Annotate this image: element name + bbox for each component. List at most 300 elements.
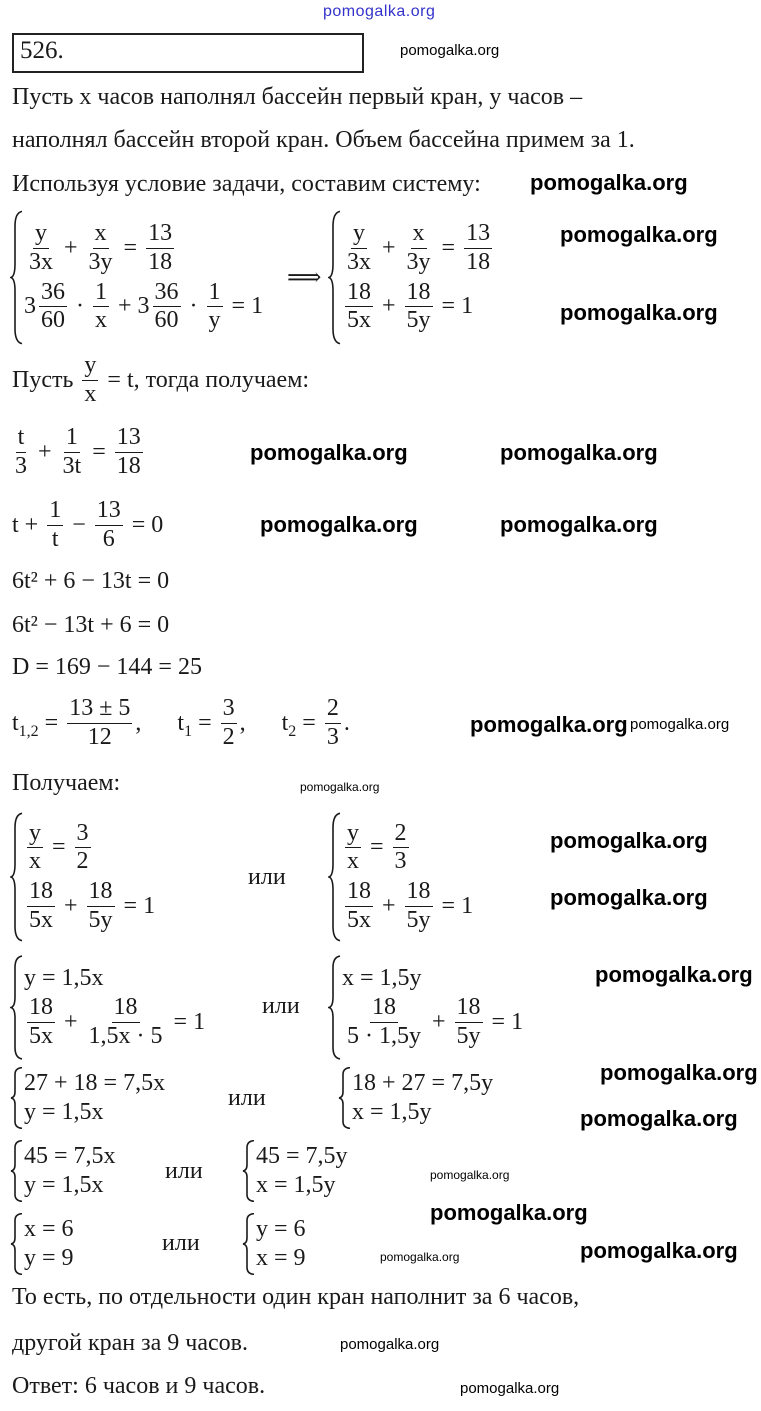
math-text: = t, тогда получаем:: [101, 366, 310, 393]
watermark: pomogalka.org: [630, 716, 730, 733]
fraction-numerator: [93, 279, 109, 308]
equation-system: [10, 1140, 116, 1202]
system-lines: [24, 812, 155, 942]
equation-system: [328, 955, 523, 1060]
math-fraction: [93, 279, 109, 335]
system-line: [342, 820, 473, 876]
brace-icon: [10, 955, 24, 1060]
system-lines: [256, 1140, 348, 1202]
numerator-text: 18: [406, 878, 431, 904]
brace-icon: [328, 812, 342, 942]
numerator-text: y: [347, 819, 359, 846]
fraction-denominator: [221, 724, 237, 752]
system-line: [24, 1143, 116, 1170]
fraction-numerator: [345, 878, 373, 907]
math-text: =: [38, 709, 65, 736]
denominator-text: 12: [87, 723, 112, 750]
denominator-text: 60: [41, 307, 65, 334]
fraction-numerator: [325, 695, 341, 724]
fraction-numerator: [93, 220, 109, 249]
math-text: +: [58, 234, 84, 261]
denominator-text: 18: [148, 248, 173, 275]
math-text: +: [58, 892, 84, 919]
fraction-numerator: [351, 220, 367, 249]
system-line: [24, 1216, 74, 1243]
system-line: [352, 1070, 493, 1097]
math-text: 3: [24, 293, 36, 320]
fraction-numerator: [33, 220, 49, 249]
numerator-text: 13: [148, 220, 173, 247]
fraction-numerator: [146, 220, 174, 249]
system-lines: [352, 1067, 493, 1129]
math-text: =: [86, 438, 112, 465]
equation-system: [328, 210, 495, 345]
denominator-text: t: [51, 525, 59, 552]
numerator-text: 13: [96, 497, 121, 523]
equation-system: [328, 812, 473, 942]
math-text: или: [248, 864, 286, 890]
system-line: [256, 1216, 306, 1243]
math-text: То есть, по отдельности один кран наполнит за 6 часов,: [12, 1284, 580, 1310]
numerator-text: 1: [49, 497, 62, 523]
denominator-text: 5x: [29, 1022, 53, 1049]
math-text: Получаем:: [12, 770, 121, 796]
system-line: [342, 994, 523, 1050]
math-text: Используя условие задачи, составим систему:: [12, 171, 481, 197]
math-text: x = 1,5y: [256, 1172, 336, 1198]
denominator-text: 3y: [406, 248, 431, 275]
denominator-text: 5y: [456, 1022, 481, 1049]
math-text: или: [262, 993, 300, 1019]
fraction-numerator: [64, 424, 80, 453]
equation-t-1: [10, 424, 146, 480]
fraction-denominator: [115, 453, 143, 481]
fraction-numerator: [87, 878, 115, 907]
fraction-denominator: [455, 1023, 483, 1051]
system-solution-a: [10, 1213, 74, 1275]
denominator-text: 5y: [406, 307, 431, 334]
system-line: [352, 1099, 493, 1126]
result-label: [12, 770, 120, 797]
system-case-2b: [328, 955, 523, 1060]
system-line: [342, 279, 495, 335]
math-fraction: [13, 424, 29, 480]
fraction-denominator: [393, 848, 409, 876]
denominator-text: 18: [116, 452, 141, 479]
watermark: pomogalka.org: [470, 712, 628, 737]
numerator-text: y: [84, 352, 97, 378]
fraction-numerator: [345, 820, 361, 849]
paragraph-intro-1: [12, 84, 582, 111]
fraction-denominator: [345, 249, 373, 277]
system-initial: [10, 210, 263, 345]
math-fraction: [345, 820, 361, 876]
fraction-denominator: [345, 1023, 423, 1051]
numerator-text: 18: [29, 993, 53, 1020]
fraction-numerator: [95, 497, 123, 526]
math-text: x = 1,5y: [342, 964, 422, 991]
brace-icon: [10, 1067, 24, 1129]
math-text: y = 1,5x: [24, 964, 104, 991]
math-fraction: [82, 352, 98, 408]
numerator-text: 1: [208, 278, 221, 305]
system-case-1a: [10, 812, 155, 942]
math-text: +: [32, 438, 58, 465]
watermark: pomogalka.org: [300, 780, 380, 794]
fraction-numerator: [221, 695, 237, 724]
variable: t: [12, 709, 19, 736]
fraction-numerator: [27, 820, 43, 849]
fraction-denominator: [87, 1023, 165, 1051]
brace-icon: [10, 210, 24, 345]
system-line: [24, 279, 263, 335]
numerator-text: 3: [76, 819, 89, 846]
math-fraction: [27, 878, 55, 934]
math-fraction: [455, 994, 483, 1050]
system-lines: [342, 955, 523, 1060]
problem-number: 526.: [20, 37, 64, 64]
system-lines: [24, 1067, 165, 1129]
math-text: y = 6: [256, 1216, 306, 1242]
implies-arrow: [287, 263, 321, 292]
fraction-denominator: [345, 907, 373, 935]
variable: t: [177, 709, 185, 736]
numerator-text: y: [35, 220, 47, 247]
or-label: [262, 993, 300, 1020]
or-label: [248, 864, 286, 891]
math-text: ·: [70, 293, 90, 320]
system-line: [24, 994, 205, 1050]
system-simplified: [328, 210, 495, 345]
numerator-text: x: [94, 220, 107, 247]
math-fraction: [87, 878, 115, 934]
numerator-text: 36: [154, 278, 179, 305]
denominator-text: 2: [222, 723, 235, 750]
subscript: 1,2: [18, 722, 39, 740]
system-lines: [256, 1213, 306, 1275]
equation-system: [10, 1213, 74, 1275]
brace-icon: [338, 1067, 352, 1129]
equation-system: [242, 1140, 348, 1202]
watermark: pomogalka.org: [430, 1168, 510, 1182]
brace-icon: [10, 1213, 24, 1275]
substitution-line: [12, 352, 309, 408]
equation-t-3: [12, 568, 169, 595]
math-fraction: [39, 279, 67, 335]
denominator-text: 3: [15, 452, 27, 479]
numerator-text: 18: [372, 993, 396, 1020]
math-text: другой кран за 9 часов.: [12, 1330, 248, 1356]
numerator-text: 1: [95, 278, 107, 305]
math-fraction: [405, 220, 433, 276]
system-line: [24, 965, 205, 992]
denominator-text: 60: [154, 307, 179, 334]
fraction-denominator: [87, 907, 115, 935]
watermark: pomogalka.org: [460, 1380, 560, 1397]
math-text: +: [426, 1008, 452, 1035]
math-fraction: [207, 279, 223, 335]
system-line: [256, 1143, 348, 1170]
math-text: y = 1,5x: [24, 1099, 104, 1125]
math-text: 18 + 27 = 7,5y: [352, 1070, 494, 1096]
system-line: [342, 965, 523, 992]
numerator-text: 2: [394, 819, 407, 846]
math-text: или: [165, 1158, 203, 1184]
fraction-denominator: [464, 249, 492, 277]
fraction-denominator: [13, 453, 29, 481]
math-text: =: [296, 709, 322, 736]
watermark: pomogalka.org: [380, 1250, 460, 1264]
fraction-denominator: [50, 526, 61, 554]
fraction-numerator: [112, 994, 140, 1023]
answer: [12, 1373, 265, 1400]
system-lines: [24, 955, 205, 1060]
watermark: pomogalka.org: [560, 300, 718, 325]
roots-line: [12, 695, 350, 751]
math-text: =: [192, 709, 218, 736]
fraction-denominator: [27, 249, 55, 277]
math-fraction: [464, 220, 492, 276]
paragraph-intro-3: [12, 171, 481, 198]
fraction-denominator: [61, 453, 84, 481]
system-case-3a: [10, 1067, 165, 1129]
math-text: .: [343, 709, 350, 736]
system-solution-b: [242, 1213, 306, 1275]
denominator-text: 5y: [406, 906, 431, 933]
math-fraction: [153, 279, 181, 335]
denominator-text: 1,5x · 5: [88, 1022, 163, 1049]
denominator-text: 3x: [29, 248, 53, 275]
math-fraction: [75, 820, 91, 876]
system-case-2a: [10, 955, 205, 1060]
denominator-text: 2: [76, 848, 89, 875]
fraction-denominator: [101, 526, 117, 554]
system-lines: [342, 812, 473, 942]
numerator-text: 36: [41, 278, 65, 305]
paragraph-intro-2: [12, 127, 635, 154]
denominator-text: x: [29, 848, 41, 875]
conclusion-1: [12, 1284, 579, 1311]
math-text: +: [376, 234, 402, 261]
math-text: ⟹: [287, 265, 322, 291]
math-text: ,: [135, 709, 178, 736]
fraction-denominator: [345, 848, 361, 876]
fraction-denominator: [27, 1023, 55, 1051]
math-fraction: [87, 220, 115, 276]
math-text: =: [364, 834, 390, 861]
fraction-numerator: [411, 220, 427, 249]
equation-t-4: [12, 612, 169, 639]
denominator-text: x: [84, 380, 97, 407]
denominator-text: 5x: [347, 906, 371, 933]
fraction-numerator: [393, 820, 409, 849]
watermark-top: pomogalka.org: [323, 3, 436, 20]
denominator-text: 3t: [62, 452, 82, 479]
denominator-text: 3y: [88, 248, 113, 275]
system-line: [24, 1172, 116, 1199]
discriminant: [12, 654, 202, 681]
denominator-text: 5x: [347, 307, 371, 334]
math-fraction: [115, 424, 143, 480]
numerator-text: 1: [65, 424, 78, 450]
numerator-text: 18: [113, 993, 138, 1020]
math-text: x = 1,5y: [352, 1099, 432, 1125]
system-line: [24, 220, 263, 276]
system-case-4b: [242, 1140, 348, 1202]
math-text: +: [376, 293, 402, 320]
system-lines: [24, 1213, 74, 1275]
fraction-numerator: [405, 279, 433, 308]
problem-number-box: [12, 33, 364, 73]
numerator-text: 18: [347, 278, 371, 305]
math-text: 45 = 7,5y: [256, 1143, 348, 1169]
brace-icon: [328, 210, 342, 345]
numerator-text: 18: [88, 878, 113, 904]
math-text: или: [228, 1085, 266, 1111]
denominator-text: 5y: [88, 906, 113, 933]
system-case-1b: [328, 812, 473, 942]
system-case-4a: [10, 1140, 116, 1202]
subscript: 2: [288, 722, 297, 740]
math-fraction: [345, 994, 423, 1050]
denominator-text: x: [95, 307, 107, 334]
math-fraction: [345, 220, 373, 276]
watermark: pomogalka.org: [250, 440, 408, 465]
math-fraction: [345, 279, 373, 335]
math-text: Ответ: 6 часов и 9 часов.: [12, 1373, 266, 1399]
denominator-text: 5x: [29, 906, 53, 933]
math-fraction: [95, 497, 123, 553]
fraction-numerator: [115, 424, 143, 453]
fraction-denominator: [93, 307, 109, 335]
fraction-numerator: [16, 424, 27, 453]
system-lines: [24, 210, 263, 345]
math-fraction: [325, 695, 341, 751]
math-text: =: [46, 834, 72, 861]
math-text: ,: [239, 709, 282, 736]
watermark: pomogalka.org: [340, 1336, 440, 1353]
numerator-text: x: [412, 220, 425, 247]
math-fraction: [27, 994, 55, 1050]
math-text: =: [117, 234, 144, 261]
subscripted-variable: [12, 709, 39, 740]
system-line: [256, 1245, 306, 1272]
denominator-text: 6: [102, 525, 115, 552]
fraction-denominator: [207, 307, 223, 335]
system-lines: [24, 1140, 116, 1202]
fraction-denominator: [39, 307, 67, 335]
fraction-numerator: [153, 279, 181, 308]
watermark: pomogalka.org: [260, 512, 418, 537]
fraction-numerator: [27, 878, 55, 907]
fraction-denominator: [27, 907, 55, 935]
math-text: или: [162, 1230, 200, 1256]
subscripted-variable: [281, 709, 297, 740]
system-line: [24, 1099, 165, 1126]
numerator-text: y: [353, 220, 365, 247]
fraction-numerator: [39, 279, 67, 308]
denominator-text: y: [208, 307, 221, 334]
system-line: [24, 1070, 165, 1097]
system-line: [342, 878, 473, 934]
math-text: y = 1,5x: [24, 1172, 104, 1198]
numerator-text: 18: [456, 993, 481, 1020]
watermark: pomogalka.org: [550, 885, 708, 910]
denominator-text: 3: [394, 848, 407, 875]
watermark: pomogalka.org: [595, 962, 753, 987]
numerator-text: 13: [116, 424, 141, 450]
fraction-numerator: [405, 878, 433, 907]
math-fraction: [27, 820, 43, 876]
fraction-denominator: [325, 724, 341, 752]
system-line: [24, 1245, 74, 1272]
watermark: pomogalka.org: [580, 1106, 738, 1131]
brace-icon: [328, 955, 342, 1060]
fraction-denominator: [405, 307, 433, 335]
fraction-numerator: [207, 279, 223, 308]
system-line: [24, 820, 155, 876]
math-fraction: [405, 878, 433, 934]
equation-system: [10, 955, 205, 1060]
fraction-denominator: [27, 848, 43, 876]
watermark: pomogalka.org: [530, 170, 688, 195]
brace-icon: [10, 1140, 24, 1202]
math-fraction: [221, 695, 237, 751]
watermark: pomogalka.org: [430, 1200, 588, 1225]
system-lines: [342, 210, 495, 345]
fraction-denominator: [75, 848, 91, 876]
math-text: y = 9: [24, 1245, 74, 1271]
system-case-3b: [338, 1067, 493, 1129]
brace-icon: [10, 812, 24, 942]
denominator-text: 3x: [347, 248, 371, 275]
or-label: [228, 1085, 266, 1112]
fraction-numerator: [27, 994, 55, 1023]
math-text: = 1: [485, 1008, 524, 1035]
denominator-text: 5 · 1,5y: [347, 1022, 421, 1049]
numerator-text: 13 ± 5: [69, 695, 131, 721]
numerator-text: 18: [29, 878, 53, 904]
fraction-numerator: [82, 352, 98, 381]
brace-icon: [242, 1140, 256, 1202]
subscript: 1: [184, 722, 193, 740]
variable: t: [281, 709, 289, 736]
math-fraction: [67, 695, 132, 751]
math-text: −: [66, 511, 92, 538]
math-text: = 1: [225, 293, 264, 320]
math-text: x = 9: [256, 1245, 306, 1271]
math-fraction: [47, 497, 63, 553]
math-text: = 1: [167, 1008, 206, 1035]
fraction-numerator: [370, 994, 398, 1023]
watermark: pomogalka.org: [400, 42, 500, 59]
subscripted-variable: [177, 709, 193, 740]
fraction-denominator: [153, 307, 181, 335]
fraction-denominator: [405, 249, 433, 277]
watermark: pomogalka.org: [600, 1060, 758, 1085]
math-text: + 3: [112, 293, 150, 320]
watermark: pomogalka.org: [500, 440, 658, 465]
numerator-text: t: [17, 424, 25, 450]
fraction-numerator: [75, 820, 91, 849]
watermark: pomogalka.org: [560, 222, 718, 247]
denominator-text: 18: [466, 248, 491, 275]
numerator-text: 3: [222, 695, 235, 721]
math-text: x = 6: [24, 1216, 74, 1242]
numerator-text: 18: [406, 278, 431, 305]
watermark: pomogalka.org: [580, 1238, 738, 1263]
math-text: +: [376, 892, 402, 919]
